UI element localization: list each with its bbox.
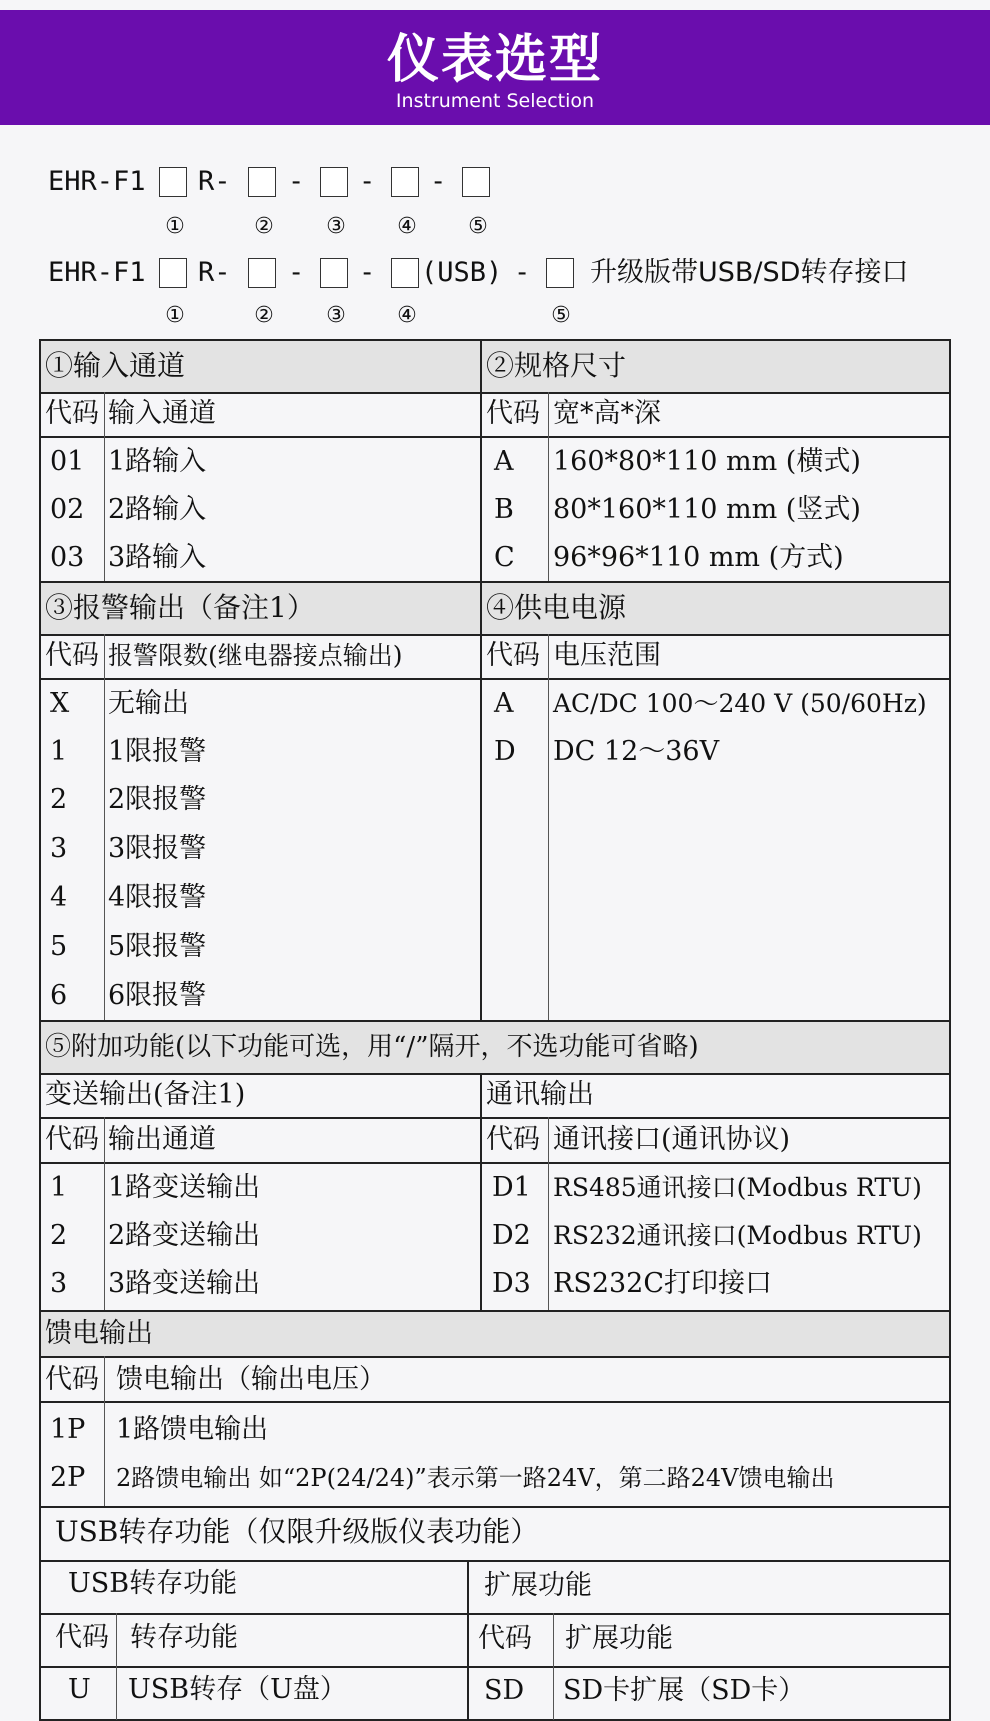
slot-number-1: ①	[165, 214, 185, 239]
section-title-power-supply: ④供电电源	[486, 591, 627, 624]
column-header-code: 代码	[55, 1622, 109, 1653]
row-text: RS232C打印接口	[553, 1268, 773, 1299]
row-text: SD卡扩展（SD卡）	[563, 1675, 806, 1706]
row-text: 6限报警	[108, 980, 207, 1011]
row-code: 03	[50, 542, 85, 573]
subsection-title-feed: 馈电输出	[45, 1318, 153, 1349]
row-text: 2限报警	[108, 784, 207, 815]
model-dash: -	[288, 166, 305, 197]
row-text: 无输出	[108, 688, 189, 719]
model-dash: -	[359, 166, 376, 197]
slot-number-4: ④	[397, 214, 417, 239]
row-code: D1	[492, 1172, 531, 1203]
section-title-extra-functions: ⑤附加功能(以下功能可选，用“/”隔开，不选功能可省略)	[45, 1032, 699, 1062]
column-header-code: 代码	[45, 1364, 99, 1395]
row-text: RS485通讯接口(Modbus RTU)	[553, 1173, 922, 1202]
row-code: 1	[50, 1172, 68, 1203]
row-text: 3路输入	[108, 542, 207, 573]
row-text: 1限报警	[108, 736, 207, 767]
slot-box-4	[391, 167, 419, 197]
column-header-code: 代码	[478, 1623, 532, 1654]
model-usb: (USB)	[421, 257, 503, 288]
divider	[40, 436, 950, 438]
row-code: D	[494, 736, 516, 767]
slot-box-1	[159, 167, 187, 197]
row-code: U	[68, 1674, 91, 1705]
model-dash: -	[288, 257, 305, 288]
model-r: R-	[198, 166, 231, 197]
slot-number-3: ③	[326, 214, 346, 239]
row-code: A	[494, 688, 514, 719]
row-code: 1	[50, 736, 68, 767]
row-code: 5	[50, 931, 68, 962]
row-code: 3	[50, 833, 68, 864]
column-divider	[480, 340, 482, 1021]
divider	[40, 678, 950, 680]
row-code: 2	[50, 784, 68, 815]
slot-number-4: ④	[397, 303, 417, 328]
subsection-title-comm: 通讯输出	[486, 1079, 594, 1110]
row-code: C	[494, 542, 515, 573]
row-code: B	[494, 494, 514, 525]
column-header-code: 代码	[45, 398, 99, 429]
column-header-code: 代码	[486, 640, 540, 671]
column-header-name: 通讯接口(通讯协议)	[553, 1124, 791, 1155]
column-header-code: 代码	[45, 640, 99, 671]
column-divider	[480, 1073, 482, 1311]
column-header-name: 扩展功能	[565, 1623, 673, 1654]
row-code: 01	[50, 446, 85, 477]
model-dash: -	[430, 166, 447, 197]
row-text: 1路变送输出	[108, 1172, 261, 1203]
row-text: DC 12～36V	[553, 736, 720, 767]
row-text: 96*96*110 mm (方式)	[553, 542, 844, 573]
row-code: 2	[50, 1220, 68, 1251]
slot-box-1	[159, 258, 187, 288]
divider	[40, 581, 950, 583]
row-code: D2	[492, 1220, 531, 1251]
subsection-title-transmit: 变送输出(备注1)	[45, 1079, 246, 1110]
model-prefix: EHR-F1	[48, 257, 146, 288]
slot-box-4	[391, 258, 419, 288]
code-column-divider	[548, 392, 549, 581]
row-text: 4限报警	[108, 882, 207, 913]
column-header-code: 代码	[486, 398, 540, 429]
upgrade-note: 升级版带USB/SD转存接口	[590, 257, 909, 288]
row-text: 80*160*110 mm (竖式)	[553, 494, 861, 525]
column-header-name: 宽*高*深	[553, 398, 661, 429]
code-column-divider	[104, 1356, 105, 1506]
column-header-name: 转存功能	[130, 1622, 238, 1653]
row-code: 3	[50, 1268, 68, 1299]
row-text: 2路输入	[108, 494, 207, 525]
header-banner	[0, 10, 990, 125]
slot-box-2	[248, 167, 276, 197]
row-text: AC/DC 100～240 V (50/60Hz)	[553, 689, 927, 718]
subsection-title-extension: 扩展功能	[484, 1570, 592, 1601]
page-title: 仪表选型	[386, 30, 603, 90]
slot-box-5	[546, 258, 574, 288]
column-header-code: 代码	[486, 1124, 540, 1155]
slot-number-1: ①	[165, 303, 185, 328]
section-title-alarm-output: ③报警输出（备注1）	[45, 591, 315, 624]
row-text: 3路变送输出	[108, 1268, 261, 1299]
row-code: 2P	[50, 1462, 86, 1493]
row-code: SD	[484, 1675, 525, 1706]
slot-box-3	[320, 258, 348, 288]
row-code: 6	[50, 980, 68, 1011]
slot-number-2: ②	[254, 214, 274, 239]
model-code-upgraded	[48, 256, 958, 290]
row-text: 1路馈电输出	[116, 1414, 269, 1445]
code-column-divider	[553, 1613, 554, 1720]
row-code: A	[494, 446, 514, 477]
row-text: 160*80*110 mm (横式)	[553, 446, 861, 477]
column-header-name: 馈电输出（输出电压）	[116, 1364, 386, 1395]
divider	[40, 1020, 950, 1022]
divider	[40, 1613, 950, 1615]
page-subtitle: Instrument Selection	[395, 90, 595, 112]
row-text: USB转存（U盘）	[128, 1674, 347, 1705]
code-column-divider	[548, 1117, 549, 1310]
code-column-divider	[104, 392, 105, 581]
divider	[40, 1310, 950, 1312]
model-r: R-	[198, 257, 231, 288]
code-column-divider	[104, 1117, 105, 1310]
row-code: D3	[492, 1268, 531, 1299]
slot-box-5	[462, 167, 490, 197]
section-title-usb: USB转存功能（仅限升级版仪表功能）	[55, 1515, 539, 1548]
row-text: 5限报警	[108, 931, 207, 962]
column-header-code: 代码	[45, 1124, 99, 1155]
column-header-name: 输出通道	[108, 1124, 216, 1155]
slot-number-3: ③	[326, 303, 346, 328]
column-divider	[467, 1560, 469, 1720]
slot-box-2	[248, 258, 276, 288]
code-column-divider	[104, 634, 105, 1020]
section-title-size: ②规格尺寸	[486, 349, 627, 382]
column-header-name: 输入通道	[108, 398, 216, 429]
divider	[40, 1506, 950, 1508]
slot-box-3	[320, 167, 348, 197]
row-text: 3限报警	[108, 833, 207, 864]
model-dash: -	[359, 257, 376, 288]
row-text: 2路变送输出	[108, 1220, 261, 1251]
row-code: 1P	[50, 1414, 86, 1445]
slot-number-2: ②	[254, 303, 274, 328]
row-code: 4	[50, 882, 68, 913]
row-text: RS232通讯接口(Modbus RTU)	[553, 1221, 922, 1250]
slot-number-5: ⑤	[551, 303, 571, 328]
row-code: X	[50, 688, 70, 719]
model-dash: -	[514, 257, 531, 288]
section-title-input-channel: ①输入通道	[45, 349, 186, 382]
slot-number-5: ⑤	[468, 214, 488, 239]
code-column-divider	[548, 634, 549, 1020]
divider	[40, 1162, 950, 1164]
model-prefix: EHR-F1	[48, 166, 146, 197]
row-text: 2路馈电输出 如“2P(24/24)”表示第一路24V，第二路24V馈电输出	[116, 1464, 835, 1492]
row-code: 02	[50, 494, 85, 525]
column-header-name: 报警限数(继电器接点输出)	[108, 641, 403, 670]
row-text: 1路输入	[108, 446, 207, 477]
column-header-name: 电压范围	[553, 640, 661, 671]
code-column-divider	[116, 1613, 117, 1720]
subsection-title-usb-storage: USB转存功能	[68, 1568, 238, 1599]
